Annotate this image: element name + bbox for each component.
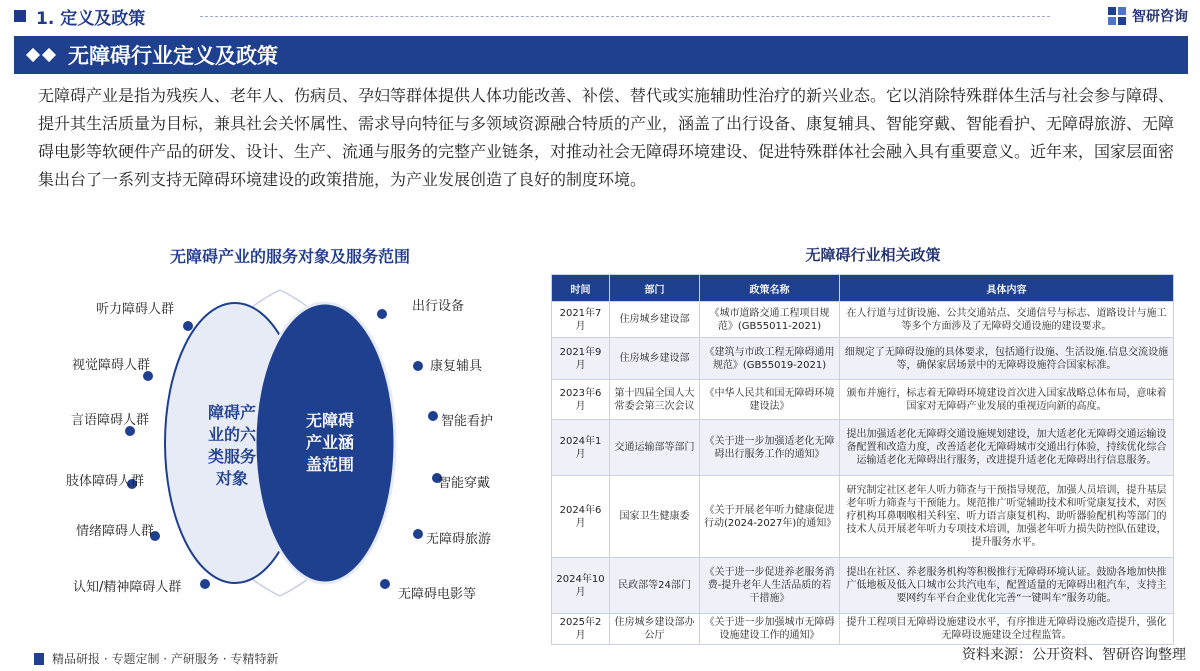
policy-time: 2021年7月	[552, 302, 610, 338]
section-marker-icon	[14, 10, 26, 22]
footer	[0, 644, 1200, 671]
policy-name: 《关于进一步加强适老化无障碍出行服务工作的通知》	[700, 420, 840, 476]
diamond-icons	[28, 50, 60, 60]
service-scope-label: 无障碍电影等	[398, 587, 477, 602]
column-header-name: 政策名称	[700, 275, 840, 302]
policy-name: 《中华人民共和国无障碍环境建设法》	[700, 380, 840, 420]
page-title: 无障碍行业定义及政策	[68, 44, 278, 68]
left-circle-line: 业的六	[207, 425, 257, 444]
table-row	[552, 338, 1174, 380]
brand-logo	[1107, 6, 1188, 26]
section-title: 1. 定义及政策	[36, 8, 146, 29]
service-target-label: 情绪障碍人群	[76, 524, 155, 539]
diamond-icon	[26, 48, 40, 62]
right-circle-line: 产业涵	[305, 433, 355, 452]
column-header-time: 时间	[552, 275, 610, 302]
brand-name: 智研咨询	[1132, 9, 1188, 25]
policy-content: 细规定了无障碍设施的具体要求，包括通行设施、生活设施.信息交流设施等，确保家居场景中的无障碍设施符合国家标准。	[840, 338, 1174, 380]
policy-name: 《城市道路交通工程项目规范》(GB55011-2021)	[700, 302, 840, 338]
policy-time: 2021年9月	[552, 338, 610, 380]
policy-dept: 第十四届全国人大常委会第三次会议	[610, 380, 700, 420]
policy-table-title: 无障碍行业相关政策	[805, 246, 941, 264]
brand-logo-icon	[1107, 6, 1127, 26]
scope-dot	[380, 579, 390, 589]
top-bar	[0, 0, 1200, 32]
service-scope-label: 无障碍旅游	[426, 532, 492, 547]
policy-content: 研究制定社区老年人听力筛查与干预指导规范，加强人员培训，提升基层老年听力筛查与干预能力。规范推广听觉辅助技术和听觉康复技术，对医疗机构耳鼻咽喉相关科室、听力语言康复机构、助听器验配机构等部门的技术人员开展老年听力专项技术培训，加强老年听力损失防控队伍建设，提升服务水平。	[840, 476, 1174, 558]
target-dot	[183, 321, 193, 331]
policy-dept: 交通运输部等部门	[610, 420, 700, 476]
service-target-label: 视觉障碍人群	[72, 358, 151, 373]
title-banner	[14, 36, 1188, 74]
intro-paragraph: 无障碍产业是指为残疾人、老年人、伤病员、孕妇等群体提供人体功能改善、补偿、替代或实施辅助性治疗的新兴业态。它以消除特殊群体生活与社会参与障碍、提升其生活质量为目标，兼具社会关怀属性、需求导向特征与多领域资源融合特质的产业，涵盖了出行设备、康复辅具、智能穿戴、智能看护、无障碍旅游、无障碍电影等软硬件产品的研发、设计、生产、流通与服务的完整产业链条，对推动社会无障碍环境建设、促进特殊群体社会融入具有重要意义。近年来，国家层面密集出台了一系列支持无障碍环境建设的政策措施，为产业发展创造了良好的制度环境。	[38, 86, 1175, 189]
policy-name: 《关于开展老年听力健康促进行动(2024-2027年)的通知》	[700, 476, 840, 558]
policy-time: 2024年1月	[552, 420, 610, 476]
policy-dept: 民政部等24部门	[610, 558, 700, 614]
column-header-content: 具体内容	[840, 275, 1174, 302]
document-icon	[34, 653, 44, 665]
policy-name: 《建筑与市政工程无障碍通用规范》(GB55019-2021)	[700, 338, 840, 380]
policy-content: 提出加强适老化无障碍交通设施规划建设，加大适老化无障碍交通运输设备配置和改造力度，改善适老化无障碍城市交通出行体验，持续优化综合运输适老化无障碍出行服务，改进提升适老化无障碍出行信息服务。	[840, 420, 1174, 476]
policy-table	[551, 274, 1174, 645]
diamond-icon	[42, 48, 56, 62]
service-target-label: 听力障碍人群	[96, 302, 175, 317]
footer-tagline-group	[34, 650, 278, 667]
table-row	[552, 614, 1174, 645]
table-row	[552, 476, 1174, 558]
policy-dept: 国家卫生健康委	[610, 476, 700, 558]
policy-name: 《关于进一步促进养老服务消费-提升老年人生活品质的若干措施》	[700, 558, 840, 614]
policy-dept: 住房城乡建设部	[610, 338, 700, 380]
scope-dot	[413, 361, 423, 371]
service-target-label: 肢体障碍人群	[66, 474, 145, 489]
scope-dot	[413, 529, 423, 539]
column-header-dept: 部门	[610, 275, 700, 302]
service-target-label: 言语障碍人群	[71, 413, 150, 428]
footer-tagline: 精品研报 · 专题定制 · 产研服务 · 专精特新	[52, 652, 279, 666]
service-scope-label: 智能看护	[441, 414, 494, 429]
left-circle-line: 对象	[215, 469, 249, 488]
policy-time: 2023年6月	[552, 380, 610, 420]
left-circle-line: 障碍产	[207, 403, 257, 422]
target-dot	[200, 579, 210, 589]
policy-time: 2025年2月	[552, 614, 610, 645]
table-row	[552, 302, 1174, 338]
top-divider	[200, 16, 1050, 17]
policy-time: 2024年10月	[552, 558, 610, 614]
policy-time: 2024年6月	[552, 476, 610, 558]
service-target-label: 认知/精神障碍人群	[73, 580, 182, 595]
source-note: 资料来源：公开资料、智研咨询整理	[962, 647, 1186, 663]
policy-dept: 住房城乡建设部办公厅	[610, 614, 700, 645]
service-scope-label: 智能穿戴	[438, 476, 491, 491]
policy-dept: 住房城乡建设部	[610, 302, 700, 338]
diagram-title: 无障碍产业的服务对象及服务范围	[169, 247, 410, 266]
policy-content: 提出在社区、养老服务机构等积极推行无障碍环境认证。鼓励各地加快推广低地板及低入口城市公共汽电车，配置适量的无障碍出租汽车，支持主要网约车平台企业优化完善“一键叫车”服务功能。	[840, 558, 1174, 614]
table-row	[552, 380, 1174, 420]
service-scope-label: 出行设备	[412, 299, 465, 314]
table-row	[552, 420, 1174, 476]
scope-dot	[428, 411, 438, 421]
table-header-row	[552, 275, 1174, 302]
service-scope-label: 康复辅具	[430, 359, 483, 374]
right-circle-line: 盖范围	[305, 455, 355, 474]
table-row	[552, 558, 1174, 614]
policy-content: 提升工程项目无障碍设施建设水平，有序推进无障碍设施改造提升，强化无障碍设施建设全过程监管。	[840, 614, 1174, 645]
right-circle-line: 无障碍	[305, 411, 355, 430]
scope-dot	[377, 309, 387, 319]
policy-name: 《关于进一步加强城市无障碍设施建设工作的通知》	[700, 614, 840, 645]
policy-content: 在人行道与过街设施、公共交通站点、交通信号与标志、道路设计与施工等多个方面涉及了无障碍交通设施的建设要求。	[840, 302, 1174, 338]
left-circle-line: 类服务	[207, 447, 257, 466]
policy-content: 颁布并施行，标志着无障碍环境建设首次进入国家战略总体布局，意味着国家对无障碍产业发展的重视迈向新的高度。	[840, 380, 1174, 420]
service-diagram	[40, 278, 540, 608]
